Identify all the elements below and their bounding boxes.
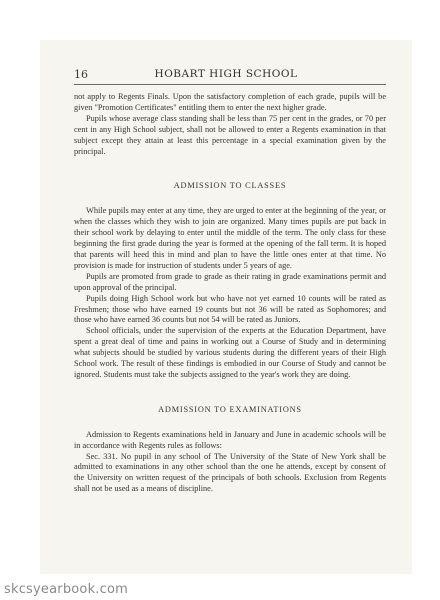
section-title-admission-examinations: ADMISSION TO EXAMINATIONS (158, 404, 302, 414)
paragraph: Admission to Regents examinations held in January and June in academic schools will be in accordance with Regents rules as follows: (74, 429, 386, 450)
page-body (74, 92, 386, 495)
paragraph: Pupils are promoted from grade to grade as their rating in grade examinations permit and upon approval of the principal. (74, 271, 386, 292)
paragraph: Pupils doing High School work but who have not yet earned 10 counts will be rated as Freshmen; those who have earned 19 counts but not 36 will be rated as Sophomores; and those who have earned 36 counts but not 54 will be rated as Juniors. (74, 293, 386, 325)
site-watermark: skcsyearbook.com (4, 582, 129, 597)
paragraph: Pupils whose average class standing shall be less than 75 per cent in the grades, or 70 per cent in any High School subject, shall not be allowed to enter a Regents examination in that subject except they attain at least this percentage in a special examination given by the principal. (74, 113, 386, 156)
header-rule (74, 84, 386, 85)
paragraph: Sec. 331. No pupil in any school of The University of the State of New York shall be admitted to examinations in any other school than the one he attends, except by consent of the University on written request of the principals of both schools. Exclusion from Regents shall not be used as a means of discipline. (74, 451, 386, 494)
paragraph: not apply to Regents Finals. Upon the satisfactory completion of each grade, pupils will be given "Promotion Certificates" entitling them to enter the next higher grade. (74, 92, 386, 112)
running-head: HOBART HIGH SCHOOL (154, 68, 298, 80)
page-number: 16 (74, 68, 88, 81)
paragraph: School officials, under the supervision of the experts at the Education Department, have spent a great deal of time and pains in working out a Course of Study and in determining what subjects should be studied by various students during the different years of their High School work. The result of these findings is embodied in our Course of Study and cannot be ignored. Students must take the subjects assigned to the year's work they are doing. (74, 326, 386, 379)
paragraph: While pupils may enter at any time, they are urged to enter at the beginning of the year, or when the classes which they wish to join are organized. Many times pupils are put back in their school work by delaying to enter until the middle of the term. The only class for these beginning the first grade during the year is formed at the opening of the fall term. It is hoped that parents will heed this in mind and plan to have the little ones enter at that time. No provision is made for instruction of students under 5 years of age. (74, 206, 386, 270)
book-page (40, 40, 412, 574)
page-header (40, 40, 412, 81)
section-title-admission-classes: ADMISSION TO CLASSES (173, 181, 287, 191)
